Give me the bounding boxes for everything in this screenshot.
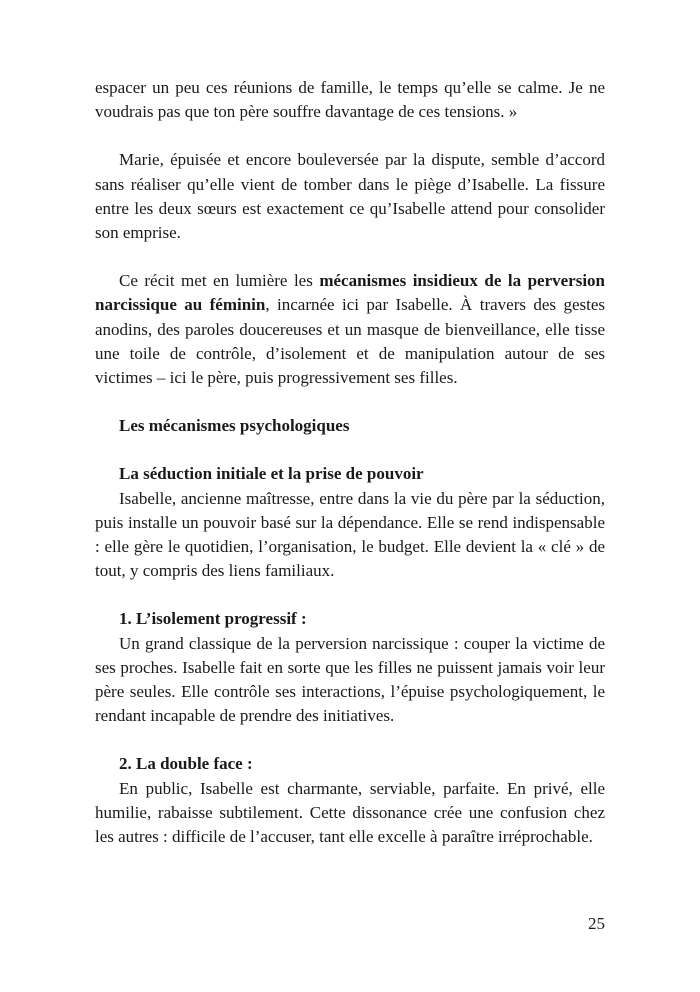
page-body (95, 76, 605, 849)
paragraph-continuation: espacer un peu ces réunions de famille, le temps qu’elle se calme. Je ne voudrais pas que ton père souffre davantage de ces tensions. » (95, 78, 605, 122)
paragraph-marie: Marie, épuisée et encore bouleversée par la dispute, semble d’accord sans réaliser qu’elle vient de tomber dans le piège d’Isabelle. La fissure entre les deux sœurs est exactement ce qu’Isabelle attend pour consolider son emprise. (95, 150, 605, 243)
recit-intro: Ce récit met en lumière les (119, 271, 320, 291)
recit-emphasis: mécanismes insidieux de la perversion narcissique au féminin (95, 271, 605, 315)
heading-isolation: 1. L’isolement progressif : (119, 609, 307, 629)
paragraph-seduction: Isabelle, ancienne maîtresse, entre dans la vie du père par la séduction, puis installe un pouvoir basé sur la dépendance. Elle se rend indispensable : elle gère le quotidien, l’organisation, le budget. Elle devient la « clé » de tout, y compris des liens familiaux. (95, 488, 605, 581)
recit-rest: , incarnée ici par Isabelle. À travers des gestes anodins, des paroles doucereuses et un masque de bienveillance, elle tisse une toile de contrôle, d’isolement et de manipulation autour de ses victimes – ici le père, puis progressivement ses filles. (95, 295, 605, 388)
heading-mechanisms: Les mécanismes psychologiques (119, 416, 350, 436)
heading-seduction: La séduction initiale et la prise de pouvoir (119, 464, 424, 484)
paragraph-double-face: En public, Isabelle est charmante, serviable, parfaite. En privé, elle humilie, rabaisse subtilement. Cette dissonance crée une confusion chez les autres : difficile de l’accuser, tant elle excelle à paraître irréprochable. (95, 778, 605, 847)
page-number: 25 (588, 914, 605, 933)
paragraph-recit (95, 269, 605, 390)
heading-double-face: 2. La double face : (119, 754, 253, 774)
paragraph-isolation: Un grand classique de la perversion narcissique : couper la victime de ses proches. Isabelle fait en sorte que les filles ne puissent jamais voir leur père seules. Elle contrôle ses interactions, l’épuise psychologiquement, le rendant incapable de prendre des initiatives. (95, 633, 605, 726)
